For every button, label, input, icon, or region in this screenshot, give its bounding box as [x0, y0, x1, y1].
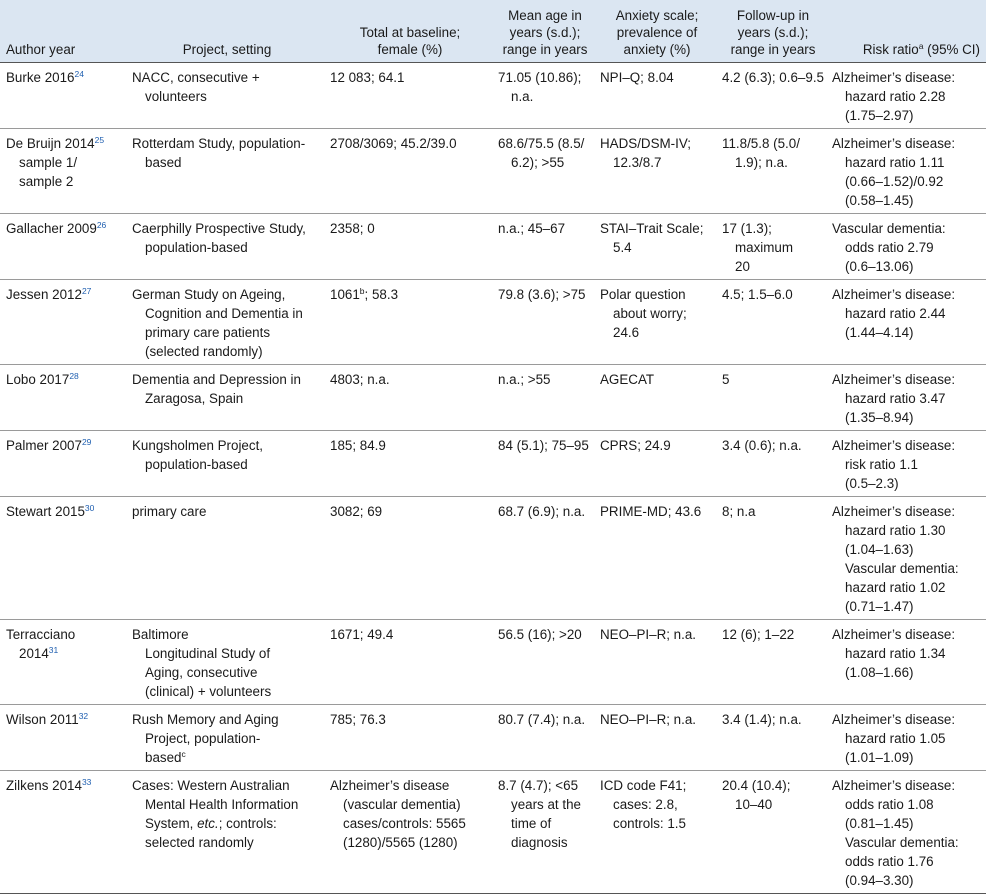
- anxiety-cell: STAI–Trait Scale; 5.4: [596, 214, 718, 280]
- total-cell: 2708/3069; 45.2/39.0: [326, 129, 494, 214]
- followup-cell: 17 (1.3); maximum 20: [718, 214, 828, 280]
- project-cell: Cases: Western Australian Mental Health Information System, etc.; controls: selected randomly: [128, 771, 326, 894]
- total-cell: 12 083; 64.1: [326, 63, 494, 129]
- total-cell: 4803; n.a.: [326, 365, 494, 431]
- followup-cell: 8; n.a: [718, 497, 828, 620]
- followup-cell: 4.2 (6.3); 0.6–9.5: [718, 63, 828, 129]
- followup-cell: 11.8/5.8 (5.0/ 1.9); n.a.: [718, 129, 828, 214]
- age-cell: 56.5 (16); >20: [494, 620, 596, 705]
- table-row: [0, 63, 986, 129]
- author-cell: Wilson 2011$^{32}$: [0, 705, 128, 771]
- total-cell: 1671; 49.4: [326, 620, 494, 705]
- age-cell: 68.7 (6.9); n.a.: [494, 497, 596, 620]
- total-cell: Alzheimer’s disease (vascular dementia) cases/controls: 5565 (1280)/5565 (1280): [326, 771, 494, 894]
- risk-cell: Alzheimer’s disease: risk ratio 1.1 (0.5–2.3): [828, 431, 986, 497]
- total-cell: 2358; 0: [326, 214, 494, 280]
- age-cell: n.a.; >55: [494, 365, 596, 431]
- reference-link[interactable]: 29: [81, 437, 92, 447]
- reference-link[interactable]: 25: [94, 135, 105, 145]
- project-cell: Rush Memory and Aging Project, population- based$^c$: [128, 705, 326, 771]
- risk-cell: Alzheimer’s disease: hazard ratio 1.30 (1.04–1.63) Vascular dementia: hazard ratio 1.02 (0.71–1.47): [828, 497, 986, 620]
- author-cell: Lobo 2017$^{28}$: [0, 365, 128, 431]
- anxiety-cell: ICD code F41; cases: 2.8, controls: 1.5: [596, 771, 718, 894]
- project-cell: Rotterdam Study, population- based: [128, 129, 326, 214]
- followup-cell: 3.4 (0.6); n.a.: [718, 431, 828, 497]
- author-cell: Burke 2016$^{24}$: [0, 63, 128, 129]
- anxiety-cell: HADS/DSM-IV; 12.3/8.7: [596, 129, 718, 214]
- age-cell: 79.8 (3.6); >75: [494, 280, 596, 365]
- col-follow-up: Follow-up in years (s.d.); range in years: [718, 0, 828, 63]
- age-cell: 80.7 (7.4); n.a.: [494, 705, 596, 771]
- author-cell: Palmer 2007$^{29}$: [0, 431, 128, 497]
- anxiety-cell: NPI–Q; 8.04: [596, 63, 718, 129]
- age-cell: 8.7 (4.7); <65 years at the time of diagnosis: [494, 771, 596, 894]
- reference-link[interactable]: 24: [74, 69, 84, 79]
- project-cell: primary care: [128, 497, 326, 620]
- risk-cell: Alzheimer’s disease: hazard ratio 1.11 (0.66–1.52)/0.92 (0.58–1.45): [828, 129, 986, 214]
- col-risk-ratio: Risk ratio$^a$ (95% CI): [828, 0, 986, 63]
- table-header-row: [0, 0, 986, 63]
- col-project-setting: Project, setting: [128, 0, 326, 63]
- table-row: [0, 497, 986, 620]
- anxiety-cell: CPRS; 24.9: [596, 431, 718, 497]
- reference-link[interactable]: 30: [84, 503, 95, 513]
- risk-cell: Alzheimer’s disease: hazard ratio 2.44 (1.44–4.14): [828, 280, 986, 365]
- project-cell: German Study on Ageing, Cognition and Dementia in primary care patients (selected randomly): [128, 280, 326, 365]
- total-cell: 3082; 69: [326, 497, 494, 620]
- table-row: [0, 431, 986, 497]
- project-cell: Caerphilly Prospective Study, population-based: [128, 214, 326, 280]
- anxiety-cell: NEO–PI–R; n.a.: [596, 620, 718, 705]
- followup-cell: 4.5; 1.5–6.0: [718, 280, 828, 365]
- reference-link[interactable]: 31: [48, 645, 59, 655]
- anxiety-cell: Polar question about worry; 24.6: [596, 280, 718, 365]
- table-row: [0, 280, 986, 365]
- col-anxiety-scale: Anxiety scale; prevalence of anxiety (%): [596, 0, 718, 63]
- col-author-year: Author year: [0, 0, 128, 63]
- risk-cell: Alzheimer’s disease: hazard ratio 1.05 (1.01–1.09): [828, 705, 986, 771]
- table-row: [0, 129, 986, 214]
- risk-cell: Alzheimer’s disease: odds ratio 1.08 (0.81–1.45) Vascular dementia: odds ratio 1.76 (0.94–3.30): [828, 771, 986, 894]
- risk-cell: Alzheimer’s disease: hazard ratio 2.28 (1.75–2.97): [828, 63, 986, 129]
- project-cell: NACC, consecutive + volunteers: [128, 63, 326, 129]
- reference-link[interactable]: 26: [96, 220, 107, 230]
- anxiety-cell: AGECAT: [596, 365, 718, 431]
- reference-link[interactable]: 28: [69, 371, 79, 381]
- followup-cell: 20.4 (10.4); 10–40: [718, 771, 828, 894]
- table-row: [0, 771, 986, 894]
- total-cell: 185; 84.9: [326, 431, 494, 497]
- project-cell: Dementia and Depression in Zaragosa, Spain: [128, 365, 326, 431]
- table-row: [0, 214, 986, 280]
- total-cell: 1061$^b$; 58.3: [326, 280, 494, 365]
- risk-cell: Vascular dementia: odds ratio 2.79 (0.6–13.06): [828, 214, 986, 280]
- reference-link[interactable]: 27: [81, 286, 92, 296]
- age-cell: n.a.; 45–67: [494, 214, 596, 280]
- age-cell: 71.05 (10.86); n.a.: [494, 63, 596, 129]
- author-cell: Terracciano 2014$^{31}$: [0, 620, 128, 705]
- author-cell: Stewart 2015$^{30}$: [0, 497, 128, 620]
- anxiety-cell: NEO–PI–R; n.a.: [596, 705, 718, 771]
- anxiety-cell: PRIME-MD; 43.6: [596, 497, 718, 620]
- table-row: [0, 620, 986, 705]
- author-cell: Gallacher 2009$^{26}$: [0, 214, 128, 280]
- project-cell: Kungsholmen Project, population-based: [128, 431, 326, 497]
- author-cell: Zilkens 2014$^{33}$: [0, 771, 128, 894]
- total-cell: 785; 76.3: [326, 705, 494, 771]
- col-total-baseline: Total at baseline; female (%): [326, 0, 494, 63]
- followup-cell: 5: [718, 365, 828, 431]
- age-cell: 68.6/75.5 (8.5/ 6.2); >55: [494, 129, 596, 214]
- table-row: [0, 705, 986, 771]
- risk-cell: Alzheimer’s disease: hazard ratio 3.47 (1.35–8.94): [828, 365, 986, 431]
- followup-cell: 3.4 (1.4); n.a.: [718, 705, 828, 771]
- age-cell: 84 (5.1); 75–95: [494, 431, 596, 497]
- followup-cell: 12 (6); 1–22: [718, 620, 828, 705]
- author-cell: Jessen 2012$^{27}$: [0, 280, 128, 365]
- project-cell: Baltimore Longitudinal Study of Aging, consecutive (clinical) + volunteers: [128, 620, 326, 705]
- risk-cell: Alzheimer’s disease: hazard ratio 1.34 (1.08–1.66): [828, 620, 986, 705]
- author-cell: De Bruijn 2014$^{25}$ sample 1/ sample 2: [0, 129, 128, 214]
- table-row: [0, 365, 986, 431]
- reference-link[interactable]: 32: [78, 711, 89, 721]
- col-mean-age: Mean age in years (s.d.); range in years: [494, 0, 596, 63]
- reference-link[interactable]: 33: [81, 777, 92, 787]
